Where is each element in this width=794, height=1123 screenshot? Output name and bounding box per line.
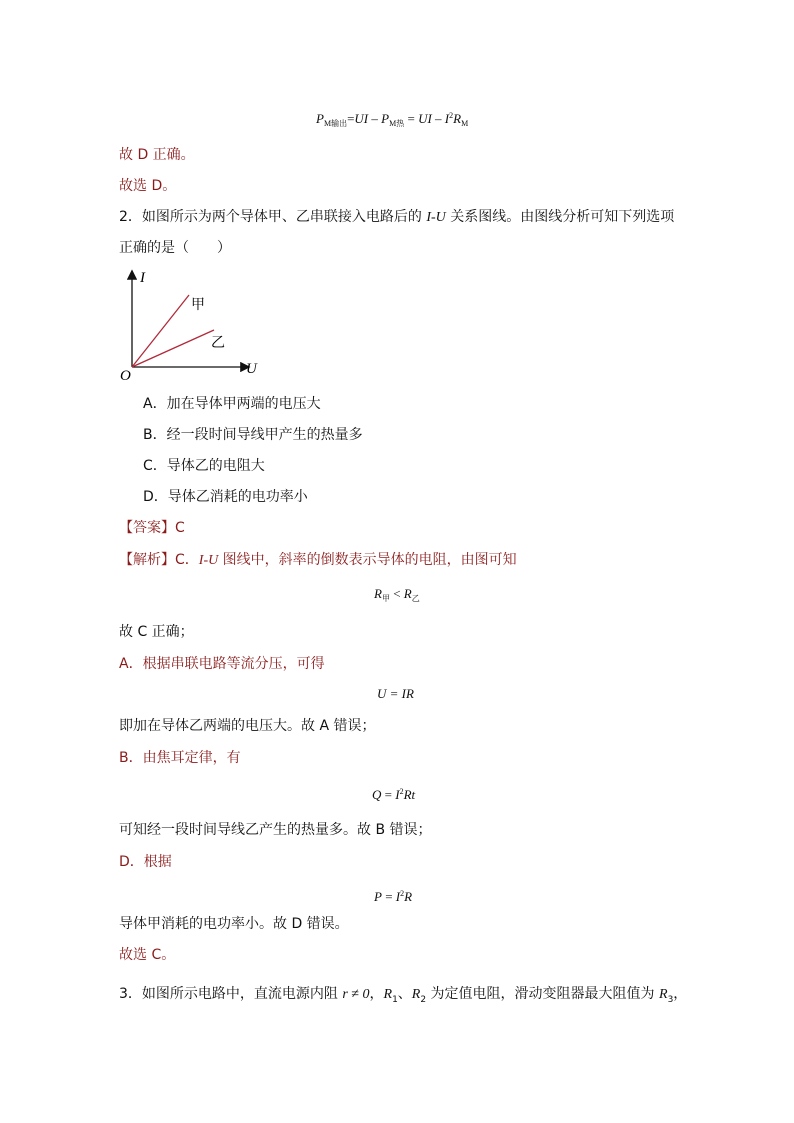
answer-label: 【答案】: [119, 520, 175, 536]
formula-resistance-compare: [374, 586, 420, 607]
c-correct-line: 故 C 正确；: [119, 624, 194, 640]
formula-symbol: P: [381, 111, 390, 126]
origin-label: O: [120, 368, 131, 384]
answer-line: [119, 519, 185, 537]
formula-operator: =: [381, 889, 396, 904]
formula-symbol: R: [404, 889, 413, 904]
option-a-conclusion: 即加在导体乙两端的电压大。故 A 错误；: [119, 718, 376, 734]
formula-ohm: U = IR: [377, 686, 414, 701]
formula-symbol: R: [374, 586, 382, 601]
option-a: A．加在导体甲两端的电压大: [143, 396, 321, 412]
analysis-text: 根据串联电路等流分压，可得: [142, 656, 325, 672]
formula-symbol: Rt: [403, 787, 416, 802]
formula-symbol: P: [316, 111, 324, 126]
formula-symbol: R: [403, 586, 412, 601]
formula-symbol: Q: [372, 787, 382, 802]
line-yi: [132, 330, 214, 367]
question-text: ，: [673, 986, 688, 1002]
analysis-label: 【解析】: [119, 552, 175, 568]
option-b-analysis: [119, 749, 241, 767]
d-correct-line: 故 D 正确。: [119, 147, 195, 163]
question-iu-symbol: I-U: [426, 210, 446, 225]
question-text: ，: [369, 986, 384, 1002]
resistor-subscript: 1: [392, 994, 398, 1005]
analysis-option: D．: [119, 854, 144, 870]
formula-subscript: M热: [389, 119, 405, 128]
question-text: 2．如图所示为两个导体甲、乙串联接入电路后的: [119, 209, 427, 225]
option-d-conclusion: 导体甲消耗的电功率小。故 D 错误。: [119, 916, 349, 932]
line-jia: [132, 295, 189, 367]
formula-operator: =: [347, 111, 355, 126]
analysis-iu-symbol: I-U: [198, 553, 219, 568]
formula-joule: [372, 784, 415, 803]
formula-symbol: P: [374, 889, 382, 904]
analysis-option: B．: [119, 750, 143, 766]
formula-symbol: I: [444, 111, 450, 126]
formula-motor-output: [316, 108, 468, 132]
formula-symbol: UI: [354, 111, 369, 126]
formula-operator: –: [368, 111, 382, 126]
formula-operator: =: [404, 111, 419, 126]
option-b: B．经一段时间导线甲产生的热量多: [143, 427, 363, 443]
formula-superscript: 2: [400, 889, 405, 898]
resistor-subscript: 3: [667, 994, 674, 1005]
line-yi-label: 乙: [211, 335, 225, 351]
analysis-text: 根据: [143, 854, 172, 870]
formula-operator: =: [381, 787, 396, 802]
analysis-option: C．: [175, 552, 199, 568]
formula-subscript: 乙: [411, 594, 420, 603]
option-d-analysis: [119, 853, 172, 871]
iu-graph: [112, 266, 272, 386]
resistor-symbol: R: [383, 987, 393, 1002]
question-condition: r ≠ 0: [342, 987, 370, 1002]
option-a-analysis: [119, 655, 325, 673]
y-axis-label: I: [140, 270, 145, 286]
analysis-text: 图线中，斜率的倒数表示导体的电阻，由图可知: [218, 552, 517, 568]
formula-subscript: M: [461, 119, 469, 128]
option-c: C．导体乙的电阻大: [143, 458, 265, 474]
choose-d-line: 故选 D。: [119, 178, 177, 194]
question-2-stem-line2: 正确的是（ ）: [119, 240, 231, 256]
question-text: 3．如图所示电路中，直流电源内阻: [119, 986, 343, 1002]
resistor-symbol: R: [659, 987, 668, 1002]
analysis-option: A．: [119, 656, 143, 672]
formula-symbol: UI: [418, 111, 432, 126]
formula-superscript: 2: [399, 787, 404, 796]
question-text: 、: [397, 986, 412, 1002]
formula-symbol: I: [395, 889, 401, 904]
question-3-stem: [119, 985, 687, 1009]
formula-operator: –: [431, 111, 445, 126]
formula-operator: <: [389, 586, 404, 601]
option-d: D．导体乙消耗的电功率小: [143, 489, 308, 505]
question-text: 关系图线。由图线分析可知下列选项: [445, 209, 675, 225]
analysis-text: 由焦耳定律，有: [142, 750, 241, 766]
formula-power: [374, 886, 412, 905]
analysis-line: [119, 551, 517, 570]
formula-symbol: R: [453, 111, 462, 126]
question-text: 为定值电阻，滑动变阻器最大阻值为: [426, 986, 659, 1002]
line-jia-label: 甲: [191, 297, 205, 313]
answer-value: C: [175, 520, 185, 536]
final-choice-line: 故选 C。: [119, 947, 176, 963]
formula-subscript: 甲: [381, 594, 390, 603]
option-b-conclusion: 可知经一段时间导线乙产生的热量多。故 B 错误；: [119, 822, 432, 838]
formula-subscript: M输出: [323, 119, 348, 128]
question-2-stem: [119, 208, 674, 227]
resistor-subscript: 2: [420, 994, 427, 1005]
formula-symbol: I: [395, 787, 400, 802]
formula-superscript: 2: [449, 111, 454, 120]
resistor-symbol: R: [411, 987, 421, 1002]
x-axis-label: U: [246, 361, 257, 377]
